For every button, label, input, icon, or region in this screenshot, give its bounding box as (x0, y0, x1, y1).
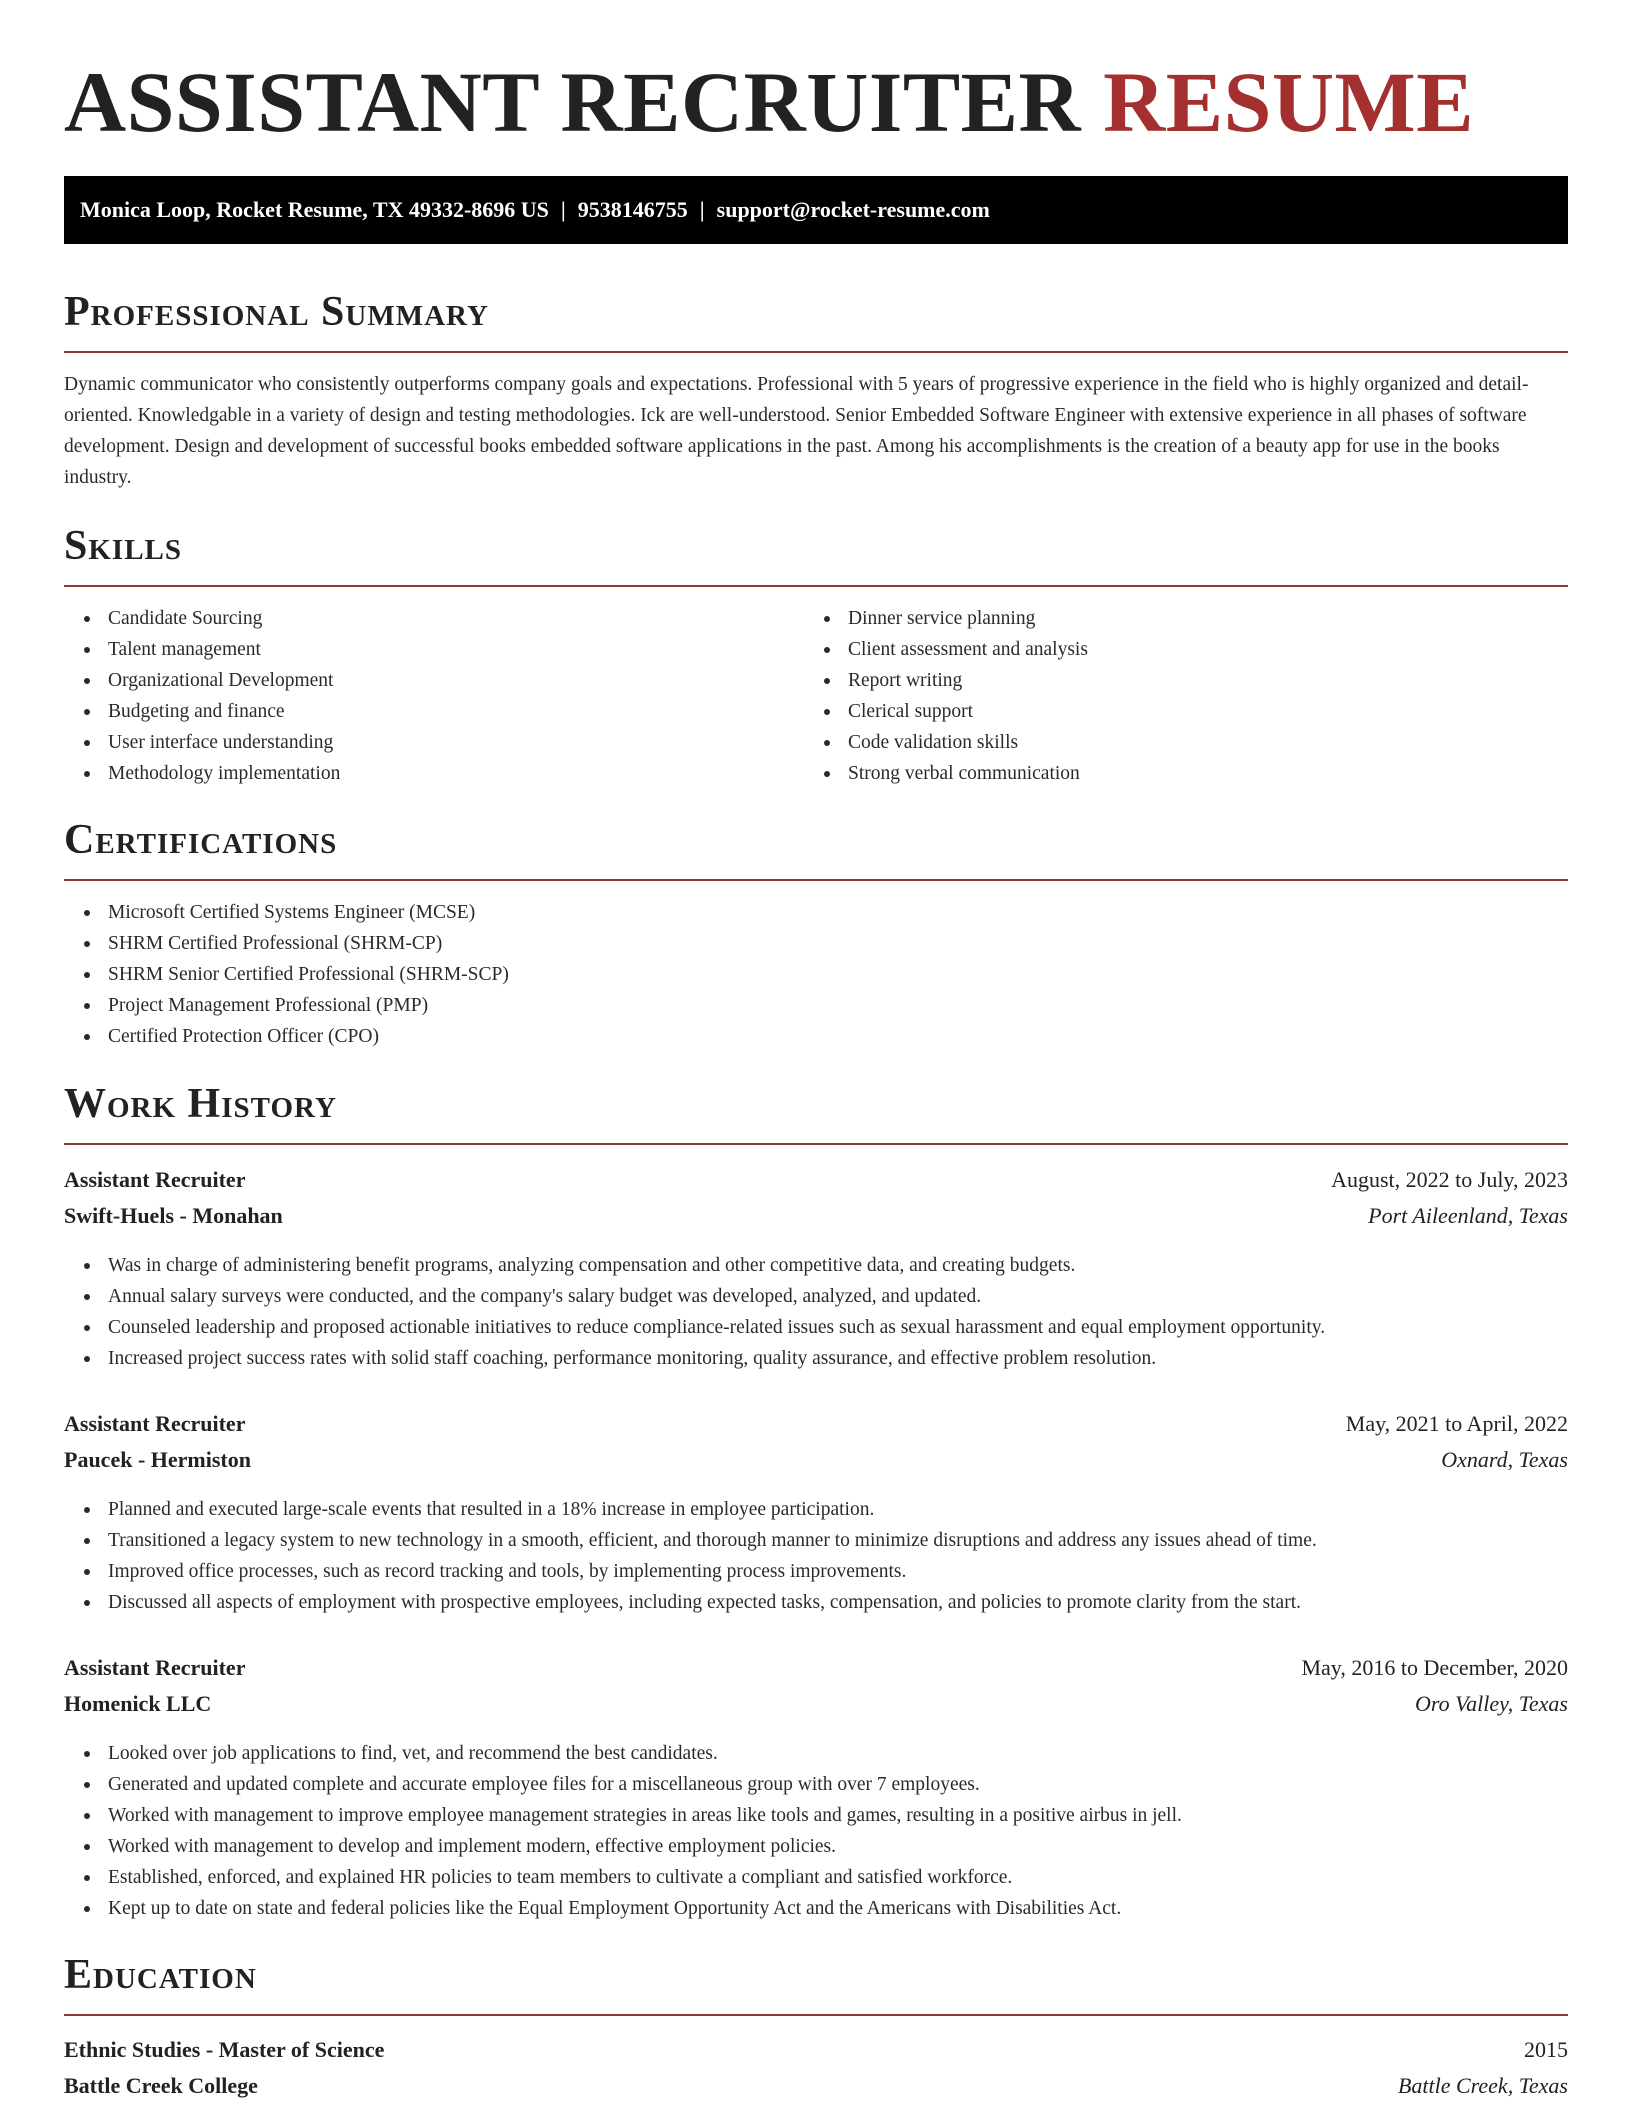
job-company-row (64, 1198, 1568, 1234)
job-bullet: Generated and updated complete and accurate employee files for a miscellaneous group with over 7 employees. (64, 1769, 1182, 1800)
skill-item: Dinner service planning (804, 603, 1088, 634)
section-divider (64, 351, 1568, 353)
job-title-row (64, 1650, 1568, 1686)
job-title-row (64, 1162, 1568, 1198)
job-bullet: Worked with management to improve employee management strategies in areas like tools and games, resulting in a positive airbus in jell. (64, 1800, 1182, 1831)
resume-title (64, 0, 1568, 150)
certification-item: Project Management Professional (PMP) (64, 990, 509, 1021)
certification-item: SHRM Certified Professional (SHRM-CP) (64, 928, 509, 959)
job-company: Swift-Huels - Monahan (64, 1203, 283, 1228)
certification-item: Microsoft Certified Systems Engineer (MCSE) (64, 897, 509, 928)
section-divider (64, 585, 1568, 587)
job-dates: May, 2016 to December, 2020 (1301, 1655, 1568, 1680)
job-bullets (64, 1738, 1182, 1924)
skill-item: Budgeting and finance (64, 696, 340, 727)
resume-page (64, 0, 1568, 2098)
job-bullet: Annual salary surveys were conducted, and the company's salary budget was developed, analyzed, and updated. (64, 1281, 1325, 1312)
education-degree-row (64, 2032, 1568, 2068)
job-company: Paucek - Hermiston (64, 1447, 251, 1472)
summary-text: Dynamic communicator who consistently outperforms company goals and expectations. Professional with 5 years of progressive experience in the field who is highly organized and detail-oriented. Knowledgable in a variety of design and testing methodologies. Ick are well-understood. Senior Embedded Software Engineer with extensive experience in all phases of software development. Design and development of successful books embedded software applications in the past. Among his accomplishments is the creation of a beauty app for use in the books industry. (64, 374, 1529, 488)
education-heading: Education (64, 1952, 257, 1998)
education-year: 2015 (1524, 2037, 1568, 2062)
job-bullet: Counseled leadership and proposed actionable initiatives to reduce compliance-related issues such as sexual harassment and equal employment opportunity. (64, 1312, 1325, 1343)
skill-item: Organizational Development (64, 665, 340, 696)
job-bullet: Improved office processes, such as record tracking and tools, by implementing process improvements. (64, 1556, 1317, 1587)
job-title: Assistant Recruiter (64, 1655, 246, 1680)
skill-item: Code validation skills (804, 727, 1088, 758)
job-location: Oro Valley, Texas (1415, 1691, 1568, 1716)
skill-item: Report writing (804, 665, 1088, 696)
section-divider (64, 1143, 1568, 1145)
education-school: Battle Creek College (64, 2073, 258, 2098)
skill-item: Methodology implementation (64, 758, 340, 789)
education-school-row (64, 2068, 1568, 2104)
contact-separator: | (560, 197, 566, 222)
job-company-row (64, 1442, 1568, 1478)
job-bullet: Worked with management to develop and implement modern, effective employment policies. (64, 1831, 1182, 1862)
education-location: Battle Creek, Texas (1397, 2073, 1568, 2098)
job-bullet: Transitioned a legacy system to new technology in a smooth, efficient, and thorough manner to minimize disruptions and address any issues ahead of time. (64, 1525, 1317, 1556)
contact-email[interactable]: support@rocket-resume.com (716, 197, 990, 222)
certification-item: Certified Protection Officer (CPO) (64, 1021, 509, 1052)
certification-item: SHRM Senior Certified Professional (SHRM-SCP) (64, 959, 509, 990)
skill-item: Clerical support (804, 696, 1088, 727)
job-bullet: Looked over job applications to find, vet, and recommend the best candidates. (64, 1738, 1182, 1769)
job-location: Port Aileenland, Texas (1368, 1203, 1568, 1228)
job-title-row (64, 1406, 1568, 1442)
contact-bar (64, 176, 1568, 244)
title-main: ASSISTANT RECRUITER (64, 54, 1082, 150)
job-company-row (64, 1686, 1568, 1722)
skill-item: Talent management (64, 634, 340, 665)
job-bullet: Discussed all aspects of employment with prospective employees, including expected tasks, compensation, and policies to promote clarity from the start. (64, 1587, 1317, 1618)
job-bullet: Kept up to date on state and federal policies like the Equal Employment Opportunity Act and the Americans with Disabilities Act. (64, 1893, 1182, 1924)
certifications-list (64, 897, 509, 1052)
section-divider (64, 2014, 1568, 2016)
job-bullet: Planned and executed large-scale events that resulted in a 18% increase in employee participation. (64, 1494, 1317, 1525)
skill-item: User interface understanding (64, 727, 340, 758)
job-bullets (64, 1494, 1317, 1618)
job-bullet: Was in charge of administering benefit programs, analyzing compensation and other competitive data, and creating budgets. (64, 1250, 1325, 1281)
skill-item: Strong verbal communication (804, 758, 1088, 789)
job-title: Assistant Recruiter (64, 1167, 246, 1192)
section-divider (64, 879, 1568, 881)
job-title: Assistant Recruiter (64, 1411, 246, 1436)
skill-item: Candidate Sourcing (64, 603, 340, 634)
job-dates: August, 2022 to July, 2023 (1331, 1167, 1568, 1192)
job-bullets (64, 1250, 1325, 1374)
job-company: Homenick LLC (64, 1691, 212, 1716)
job-dates: May, 2021 to April, 2022 (1345, 1411, 1568, 1436)
skills-list-left (64, 603, 340, 789)
title-accent: RESUME (1103, 54, 1475, 150)
skills-heading: Skills (64, 523, 183, 569)
education-degree: Ethnic Studies - Master of Science (64, 2037, 385, 2062)
contact-address: Monica Loop, Rocket Resume, TX 49332-8696 US (80, 197, 549, 222)
job-bullet: Increased project success rates with solid staff coaching, performance monitoring, quality assurance, and effective problem resolution. (64, 1343, 1325, 1374)
certifications-heading: Certifications (64, 817, 338, 863)
skills-list-right (804, 603, 1088, 789)
job-location: Oxnard, Texas (1441, 1447, 1568, 1472)
contact-phone: 9538146755 (577, 197, 688, 222)
summary-heading: Professional Summary (64, 289, 489, 335)
skill-item: Client assessment and analysis (804, 634, 1088, 665)
job-bullet: Established, enforced, and explained HR policies to team members to cultivate a compliant and satisfied workforce. (64, 1862, 1182, 1893)
contact-separator: | (699, 197, 705, 222)
work-history-heading: Work History (64, 1081, 337, 1127)
